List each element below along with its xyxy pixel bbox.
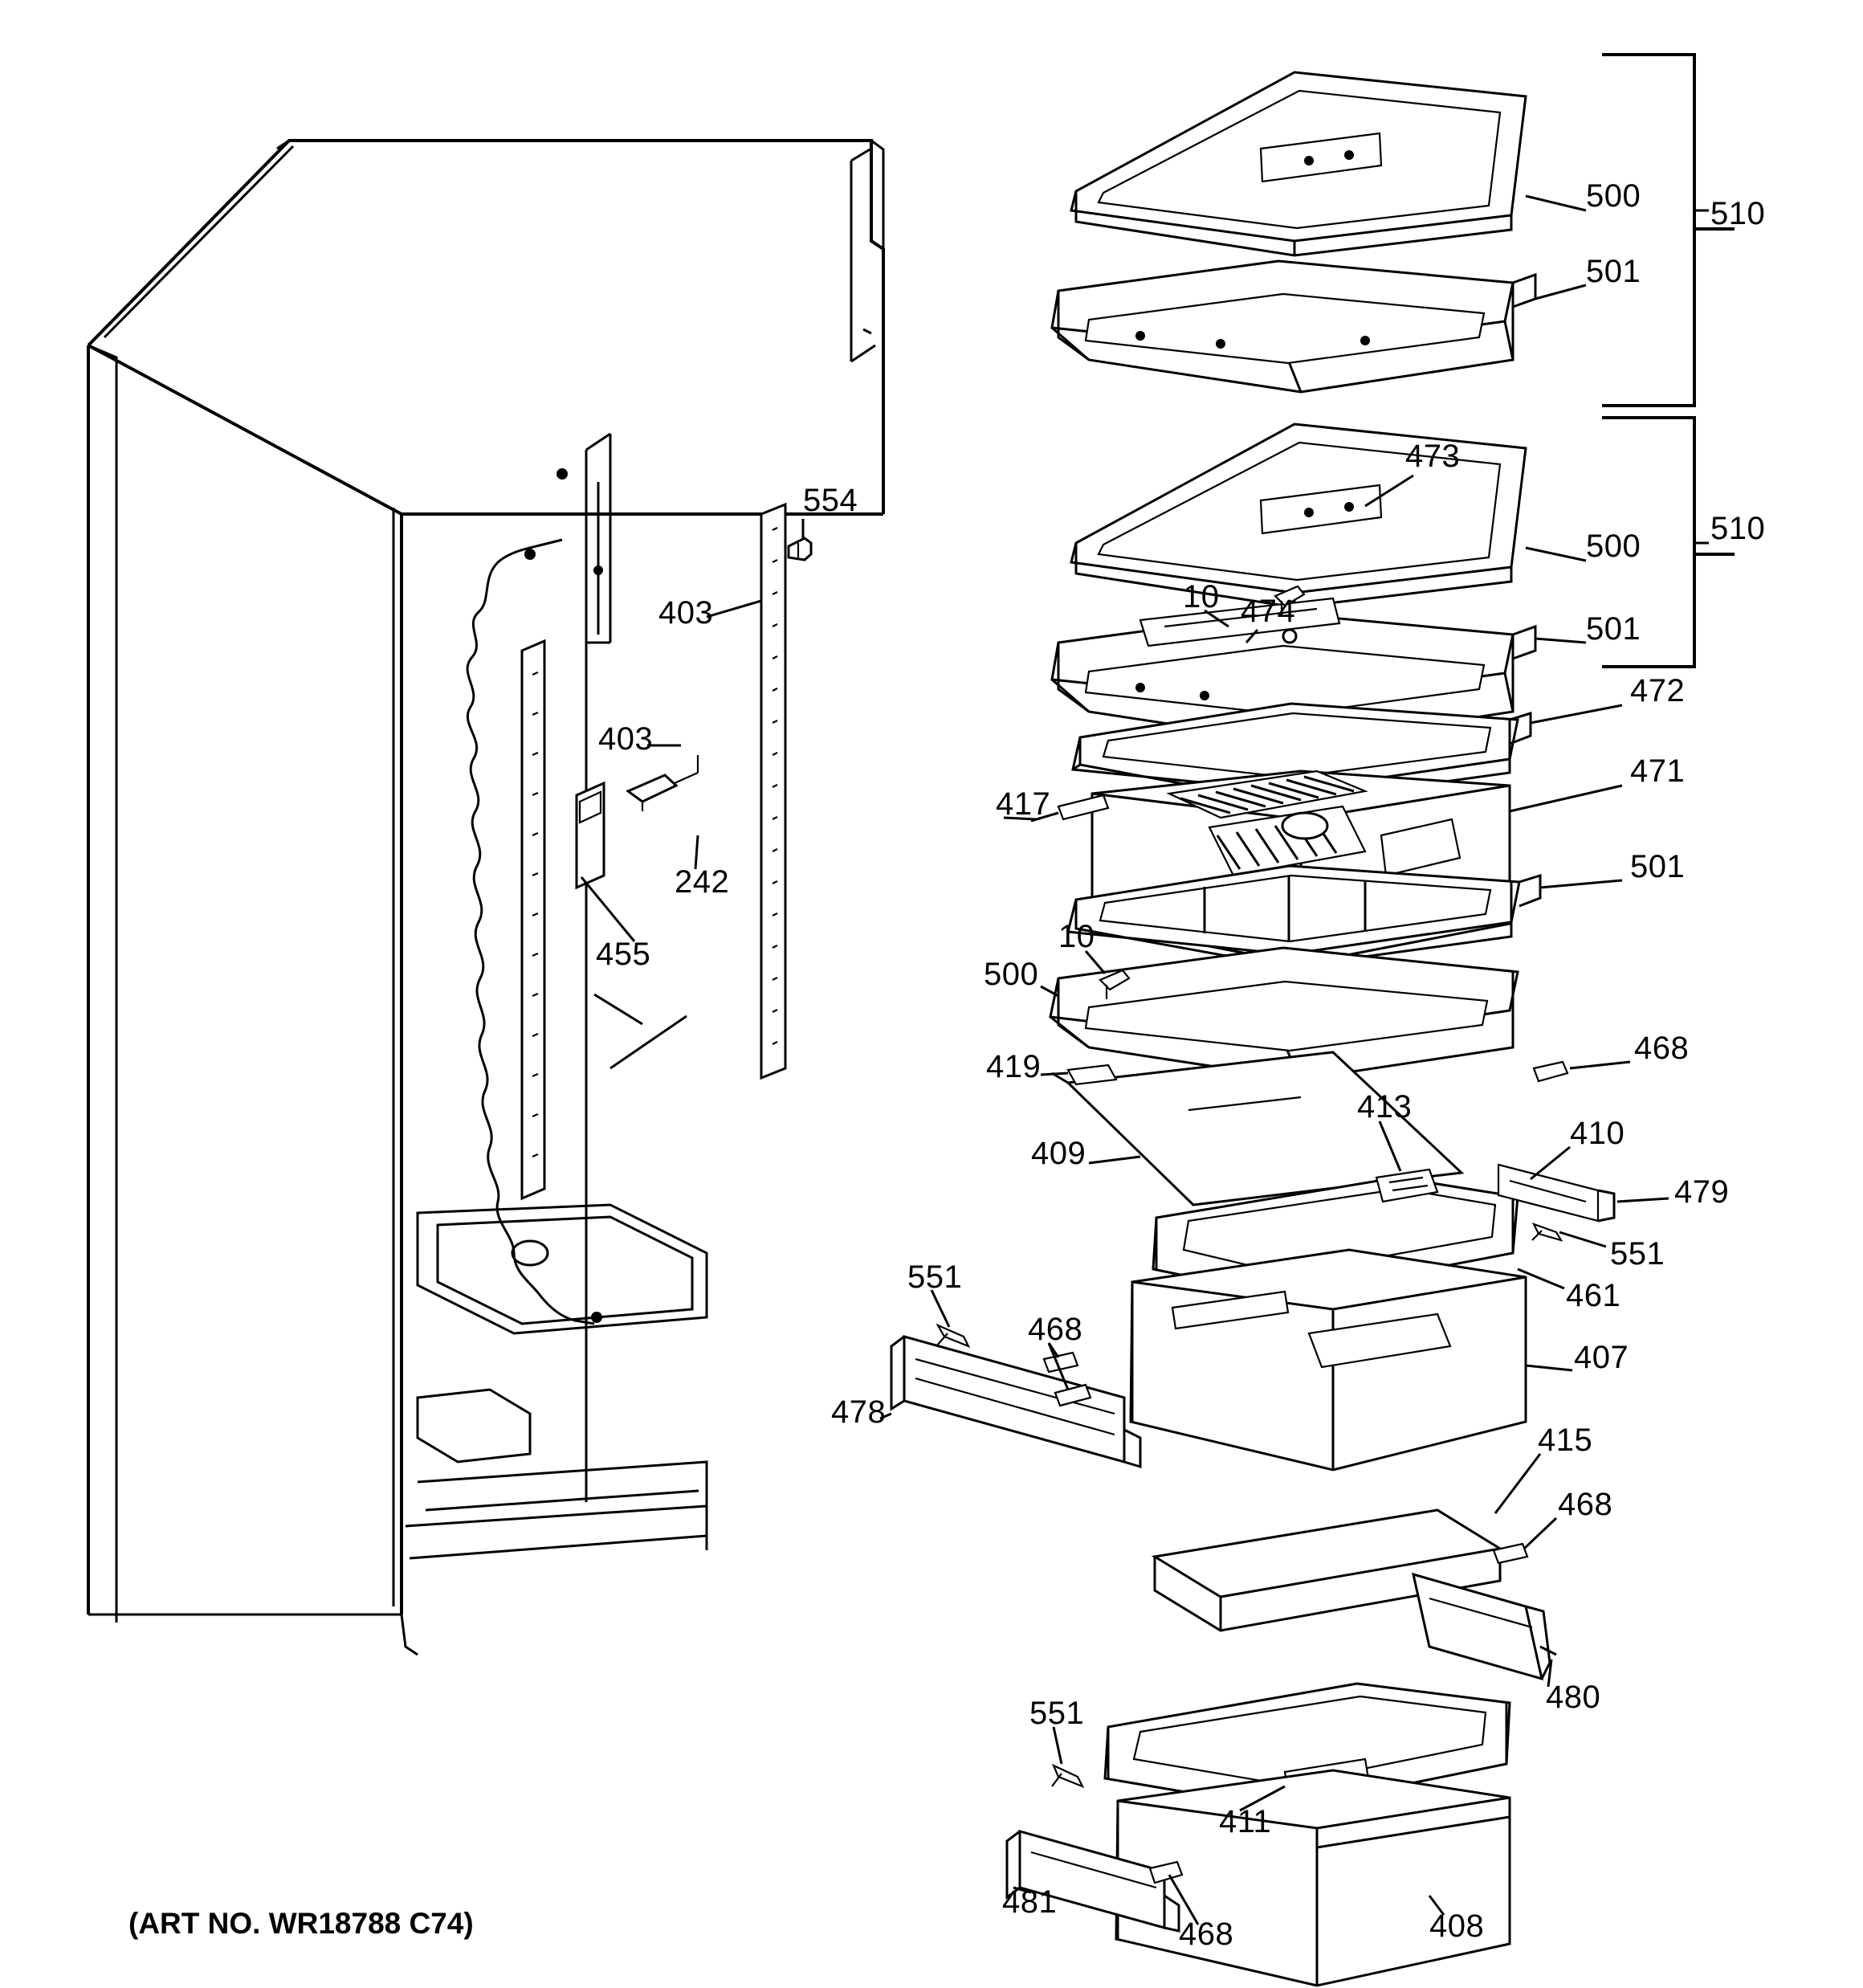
callout-242: 242 xyxy=(675,864,730,900)
callout-510-mid: 510 xyxy=(1710,511,1766,546)
callout-415: 415 xyxy=(1538,1423,1593,1458)
callout-413: 413 xyxy=(1357,1089,1413,1125)
callout-455: 455 xyxy=(596,937,651,972)
callout-510-top: 510 xyxy=(1710,196,1766,231)
part-455-block xyxy=(577,783,604,888)
part-242-pin xyxy=(628,755,698,811)
callout-551-c: 551 xyxy=(1029,1696,1085,1731)
callout-411: 411 xyxy=(1219,1804,1272,1839)
callout-551-a: 551 xyxy=(1610,1236,1665,1272)
callout-473: 473 xyxy=(1405,439,1461,474)
callout-10-lower: 10 xyxy=(1058,919,1095,954)
callout-410: 410 xyxy=(1570,1116,1625,1151)
part-478-rail xyxy=(891,1325,1140,1467)
callout-500-top: 500 xyxy=(1586,178,1641,214)
callout-481: 481 xyxy=(1002,1884,1058,1920)
art-number-note: (ART NO. WR18788 C74) xyxy=(128,1907,474,1940)
callout-468-a: 468 xyxy=(1634,1031,1690,1066)
part-480-rail xyxy=(1413,1544,1556,1679)
cabinet-illustration xyxy=(88,141,883,1655)
shelf-assembly-top xyxy=(1052,72,1535,392)
shelf-assembly-second xyxy=(1052,424,1535,744)
callout-472: 472 xyxy=(1630,673,1686,708)
callout-474: 474 xyxy=(1241,594,1296,629)
callout-478: 478 xyxy=(831,1394,887,1430)
part-403-lower-rail xyxy=(522,641,544,1198)
callout-417: 417 xyxy=(996,786,1051,822)
callout-500-low: 500 xyxy=(984,957,1039,992)
callout-408: 408 xyxy=(1429,1908,1485,1944)
callout-554: 554 xyxy=(803,483,858,518)
callout-479: 479 xyxy=(1674,1174,1730,1210)
part-403-upper-rail xyxy=(761,504,785,1078)
callout-10-upper: 10 xyxy=(1183,579,1220,614)
callout-468-c: 468 xyxy=(1558,1487,1613,1522)
callout-501-low: 501 xyxy=(1630,849,1686,884)
callout-500-mid: 500 xyxy=(1586,529,1641,564)
callout-468-b: 468 xyxy=(1028,1312,1083,1347)
callout-403-lower: 403 xyxy=(598,721,654,757)
callout-501-mid: 501 xyxy=(1586,611,1641,647)
callout-468-d: 468 xyxy=(1179,1917,1234,1952)
callout-461: 461 xyxy=(1566,1278,1621,1313)
part-554-screw xyxy=(789,538,811,560)
callout-551-b: 551 xyxy=(907,1259,963,1295)
callout-403-upper: 403 xyxy=(658,595,714,631)
callout-407: 407 xyxy=(1574,1340,1629,1375)
callout-471: 471 xyxy=(1630,753,1686,789)
callout-501-top: 501 xyxy=(1586,254,1641,289)
callout-480: 480 xyxy=(1546,1680,1601,1715)
callout-409: 409 xyxy=(1031,1136,1086,1171)
callout-419: 419 xyxy=(986,1049,1042,1084)
